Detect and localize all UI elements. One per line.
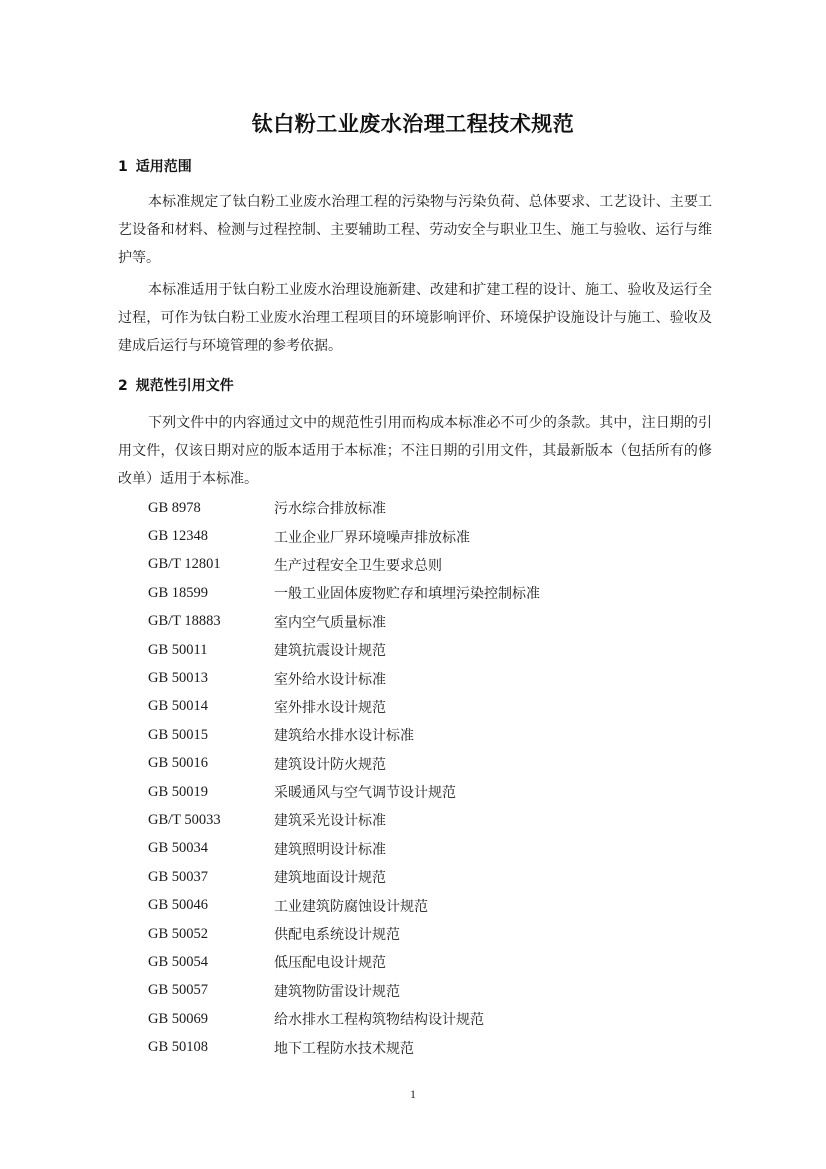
reference-row: [148, 806, 708, 834]
reference-name: 建筑地面设计规范: [274, 870, 386, 887]
section-title: 适用范围: [135, 159, 192, 175]
reference-name: 工业建筑防腐蚀设计规范: [274, 898, 428, 915]
reference-name: 建筑给水排水设计标准: [274, 728, 414, 745]
reference-name: 室内空气质量标准: [274, 614, 386, 631]
reference-name: 采暖通风与空气调节设计规范: [274, 785, 456, 802]
reference-code: GB/T 12801: [148, 556, 221, 573]
reference-code: GB 50054: [148, 953, 209, 970]
reference-code: GB 50034: [148, 840, 209, 857]
reference-code: GB 50013: [148, 670, 209, 687]
reference-code: GB/T 50033: [148, 811, 221, 828]
reference-row: [148, 1033, 708, 1061]
reference-name: 给水排水工程构筑物结构设计规范: [274, 1012, 484, 1029]
reference-code: GB 50019: [148, 783, 209, 800]
reference-code: GB 18599: [148, 584, 209, 601]
document-title: 钛白粉工业废水治理工程技术规范: [251, 112, 575, 136]
section-number: 2: [118, 378, 128, 394]
paragraph: 下列文件中的内容通过文中的规范性引用而构成本标准必不可少的条款。其中，注日期的引用文件，仅该日期对应的版本适用于本标准；不注日期的引用文件，其最新版本（包括所有的修改单）适用于本标准。: [118, 415, 712, 487]
reference-row: [148, 1005, 708, 1033]
section-title: 规范性引用文件: [135, 378, 234, 394]
reference-row: [148, 778, 708, 806]
reference-row: [148, 863, 708, 891]
reference-name: 室外排水设计规范: [274, 699, 386, 716]
reference-code: GB 50057: [148, 982, 209, 999]
reference-name: 建筑照明设计标准: [274, 841, 386, 858]
reference-name: 地下工程防水技术规范: [274, 1040, 414, 1057]
reference-row: [148, 721, 708, 749]
reference-code: GB 50046: [148, 897, 209, 914]
section-1-heading: [118, 156, 192, 176]
reference-name: 建筑抗震设计规范: [274, 643, 386, 660]
reference-name: 生产过程安全卫生要求总则: [274, 557, 442, 574]
reference-list: [148, 494, 708, 1062]
reference-name: 建筑设计防火规范: [274, 756, 386, 773]
paragraph: 本标准适用于钛白粉工业废水治理设施新建、改建和扩建工程的设计、施工、验收及运行全过程，可作为钛白粉工业废水治理工程项目的环境影响评价、环境保护设施设计与施工、验收及建成后运行与环境管理的参考依据。: [118, 282, 712, 354]
reference-code: GB 50037: [148, 868, 209, 885]
reference-code: GB 12348: [148, 528, 209, 545]
reference-code: GB 50016: [148, 755, 209, 772]
reference-code: GB 50108: [148, 1039, 209, 1056]
reference-row: [148, 750, 708, 778]
reference-row: [148, 608, 708, 636]
reference-row: [148, 891, 708, 919]
reference-row: [148, 977, 708, 1005]
reference-row: [148, 551, 708, 579]
reference-name: 低压配电设计规范: [274, 955, 386, 972]
reference-row: [148, 835, 708, 863]
reference-code: GB 50014: [148, 698, 209, 715]
reference-name: 工业企业厂界环境噪声排放标准: [274, 529, 470, 546]
reference-name: 一般工业固体废物贮存和填埋污染控制标准: [274, 586, 540, 603]
reference-code: GB 8978: [148, 499, 201, 516]
paragraph: 本标准规定了钛白粉工业废水治理工程的污染物与污染负荷、总体要求、工艺设计、主要工艺设备和材料、检测与过程控制、主要辅助工程、劳动安全与职业卫生、施工与验收、运行与维护等。: [118, 194, 712, 266]
reference-name: 建筑物防雷设计规范: [274, 983, 400, 1000]
reference-code: GB/T 18883: [148, 613, 221, 630]
reference-row: [148, 494, 708, 522]
reference-row: [148, 693, 708, 721]
reference-code: GB 50052: [148, 925, 209, 942]
reference-name: 污水综合排放标准: [274, 501, 386, 518]
reference-code: GB 50069: [148, 1010, 209, 1027]
reference-code: GB 50011: [148, 641, 208, 658]
reference-code: GB 50015: [148, 726, 209, 743]
reference-row: [148, 636, 708, 664]
reference-row: [148, 920, 708, 948]
reference-name: 建筑采光设计标准: [274, 813, 386, 830]
reference-row: [148, 579, 708, 607]
section-number: 1: [118, 159, 128, 175]
page-number: 1: [410, 1087, 416, 1101]
section-2-heading: [118, 375, 234, 395]
reference-name: 室外给水设计标准: [274, 671, 386, 688]
reference-row: [148, 664, 708, 692]
reference-name: 供配电系统设计规范: [274, 927, 400, 944]
reference-row: [148, 522, 708, 550]
reference-row: [148, 948, 708, 976]
